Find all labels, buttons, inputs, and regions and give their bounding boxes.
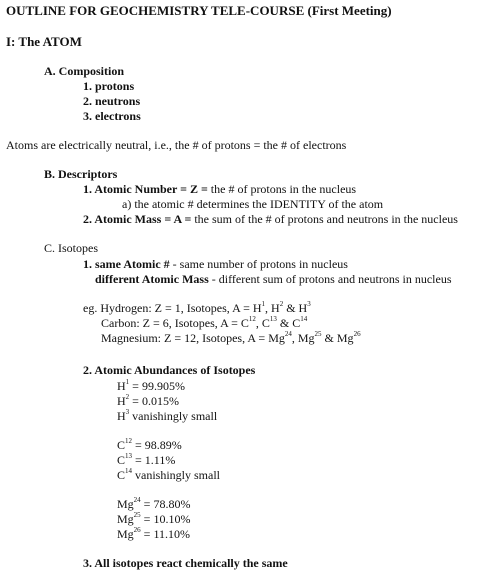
abundance-mg25 [117, 512, 190, 526]
superscript: 25 [133, 511, 141, 519]
example-carbon-mid: , C [255, 316, 270, 330]
isotope-symbol: H [117, 409, 126, 423]
page-title: OUTLINE FOR GEOCHEMISTRY TELE-COURSE (First Meeting) [6, 3, 392, 18]
abundance-value: vanishingly small [132, 468, 221, 482]
atomic-number-label: 1. Atomic Number = Z = [83, 182, 208, 196]
isotope-symbol: Mg [117, 527, 134, 541]
example-carbon-pre: Carbon: Z = 6, Isotopes, A = C [101, 316, 249, 330]
superscript: 3 [125, 408, 130, 416]
same-atomic-number-line [83, 257, 348, 271]
abundance-value: vanishingly small [129, 409, 218, 423]
superscript: 26 [353, 330, 361, 338]
example-magnesium [101, 331, 361, 345]
heading-composition-text: A. Composition [44, 64, 125, 78]
atomic-number-subitem: a) the atomic # determines the IDENTITY of the atom [122, 197, 384, 211]
different-atomic-mass-text: - different sum of protons and neutrons in nucleus [208, 272, 452, 286]
example-magnesium-mid: & Mg [321, 331, 354, 345]
isotope-symbol: C [117, 453, 126, 467]
heading-isotopes: C. Isotopes [44, 241, 98, 255]
different-atomic-mass-label: different Atomic Mass [95, 272, 209, 286]
heading-abundances: 2. Atomic Abundances of Isotopes [83, 363, 256, 377]
superscript: 1 [125, 378, 130, 386]
abundance-h2 [117, 394, 179, 408]
abundance-c12 [117, 438, 182, 452]
superscript: 14 [300, 315, 308, 323]
atomic-mass-line [83, 212, 458, 226]
abundance-c13 [117, 453, 175, 467]
example-carbon-mid: & C [276, 316, 301, 330]
abundance-h3 [117, 409, 217, 423]
abundance-value: = 11.10% [140, 527, 190, 541]
example-magnesium-mid: , Mg [291, 331, 315, 345]
atomic-mass-text: the sum of the # of protons and neutrons in the nucleus [191, 212, 458, 226]
example-hydrogen [83, 301, 311, 315]
different-atomic-mass-line [95, 272, 452, 286]
abundance-value: = 1.11% [132, 453, 176, 467]
abundance-value: = 98.89% [132, 438, 182, 452]
superscript: 12 [125, 437, 133, 445]
abundance-mg24 [117, 497, 190, 511]
superscript: 1 [261, 300, 266, 308]
atomic-number-text: the # of protons in the nucleus [207, 182, 357, 196]
superscript: 13 [125, 452, 133, 460]
superscript: 24 [284, 330, 292, 338]
atomic-number-line [83, 182, 356, 196]
superscript: 14 [125, 467, 133, 475]
abundance-value: = 78.80% [140, 497, 191, 511]
heading-descriptors: B. Descriptors [44, 167, 118, 181]
example-hydrogen-mid: , H [265, 301, 280, 315]
isotope-symbol: H [117, 394, 126, 408]
example-carbon [101, 316, 307, 330]
example-hydrogen-pre: eg. Hydrogen: Z = 1, Isotopes, A = H [83, 301, 262, 315]
superscript: 24 [133, 496, 141, 504]
list-item-neutrons: 2. neutrons [83, 94, 141, 108]
abundance-mg26 [117, 527, 190, 541]
same-atomic-number-label: 1. same Atomic # [83, 257, 170, 271]
isotopes-react-same: 3. All isotopes react chemically the same [83, 556, 288, 570]
superscript: 2 [125, 393, 130, 401]
superscript: 12 [248, 315, 256, 323]
isotope-symbol: H [117, 379, 126, 393]
abundance-value: = 0.015% [129, 394, 179, 408]
abundance-c14 [117, 468, 220, 482]
list-item-protons: 1. protons [83, 79, 135, 93]
isotope-symbol: C [117, 468, 126, 482]
example-magnesium-pre: Magnesium: Z = 12, Isotopes, A = Mg [101, 331, 285, 345]
abundance-h1 [117, 379, 185, 393]
isotope-symbol: Mg [117, 497, 134, 511]
abundance-value: = 10.10% [140, 512, 191, 526]
section-heading-atom: I: The ATOM [6, 34, 82, 49]
superscript: 25 [314, 330, 322, 338]
superscript: 2 [279, 300, 284, 308]
heading-composition [44, 64, 124, 78]
abundance-value: = 99.905% [129, 379, 185, 393]
superscript: 26 [133, 526, 141, 534]
list-item-electrons: 3. electrons [83, 109, 141, 123]
neutrality-note: Atoms are electrically neutral, i.e., the # of protons = the # of electrons [6, 138, 347, 152]
isotope-symbol: C [117, 438, 126, 452]
same-atomic-number-text: - same number of protons in nucleus [169, 257, 348, 271]
superscript: 13 [269, 315, 277, 323]
example-hydrogen-mid: & H [283, 301, 308, 315]
atomic-mass-label: 2. Atomic Mass = A = [83, 212, 192, 226]
isotope-symbol: Mg [117, 512, 134, 526]
superscript: 3 [307, 300, 311, 308]
